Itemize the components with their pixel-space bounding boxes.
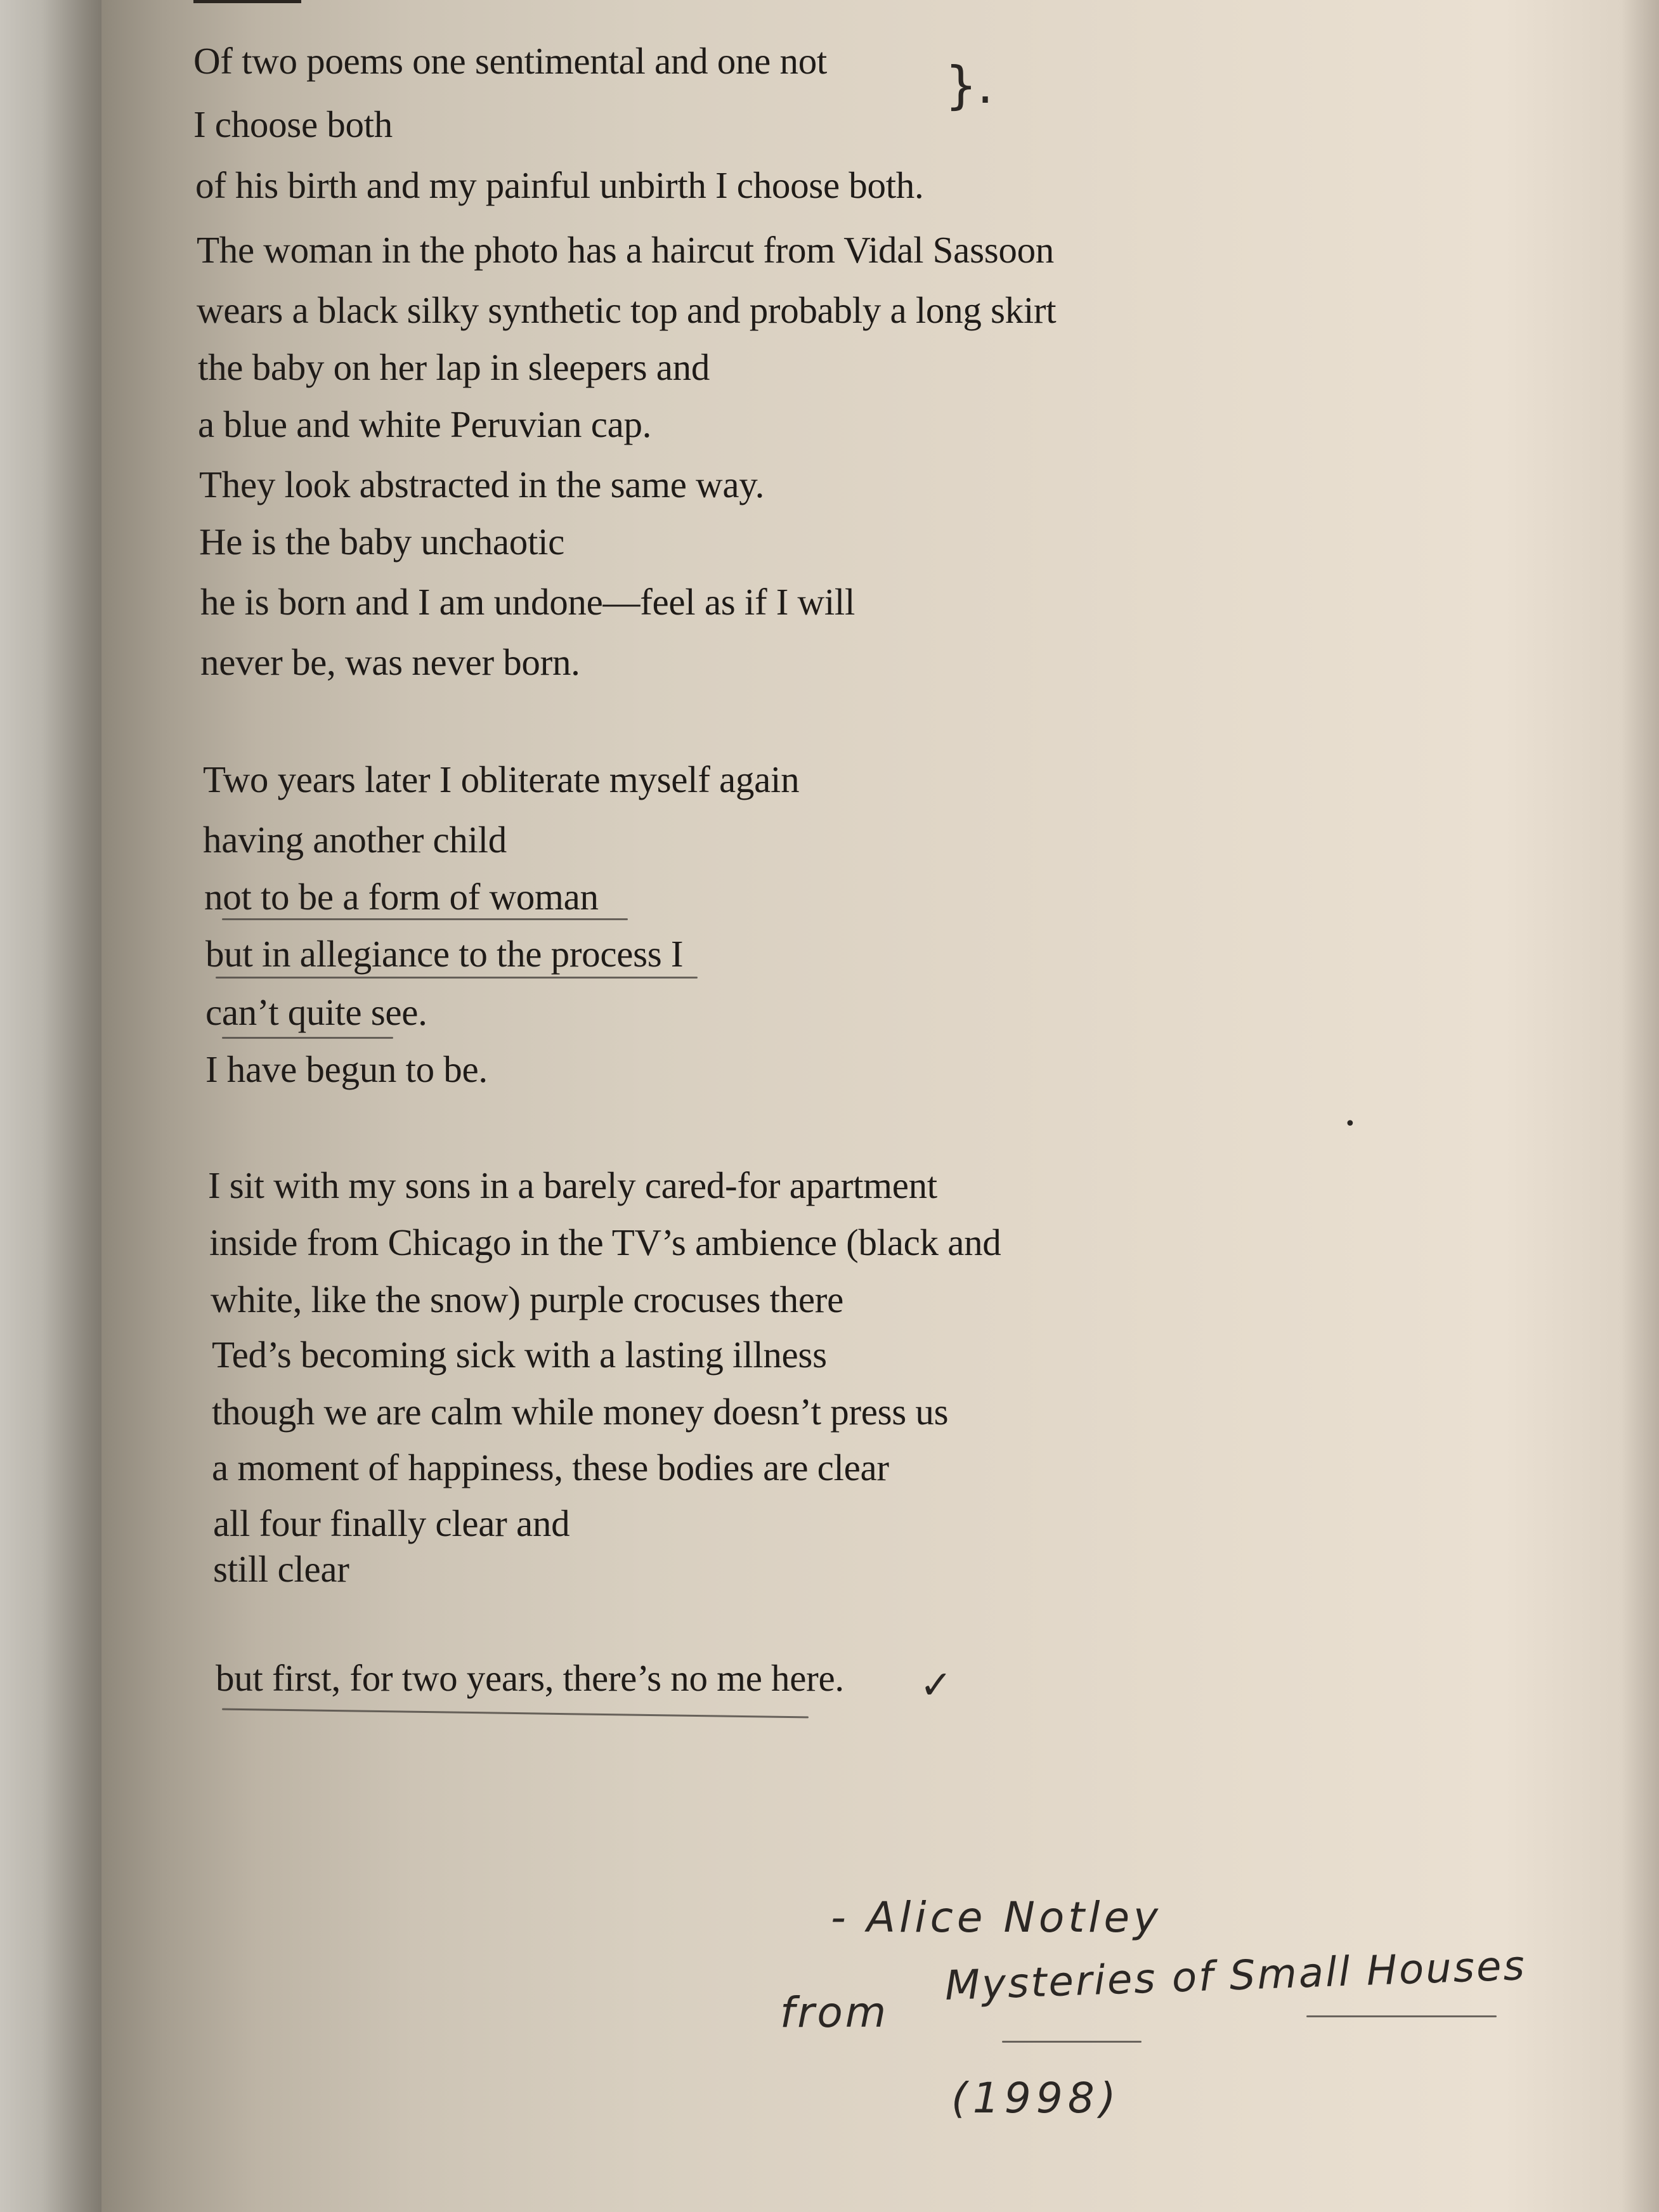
poem-line: I have begun to be. (205, 1048, 488, 1090)
page-edge-shadow (1621, 0, 1659, 2212)
poem-line: I sit with my sons in a barely cared-for apartment (208, 1164, 937, 1206)
top-rule (193, 0, 301, 3)
bracket-mark: }. (945, 56, 994, 115)
poem-line: never be, was never born. (200, 641, 580, 683)
poem-line: inside from Chicago in the TV’s ambience (black and (209, 1221, 1001, 1263)
poem-line: all four finally clear and (213, 1502, 570, 1544)
poem-line: white, like the snow) purple crocuses there (211, 1278, 843, 1320)
pencil-underline (216, 977, 698, 979)
poem-line: He is the baby unchaotic (199, 521, 565, 563)
poem-line: though we are calm while money doesn’t press us (212, 1391, 949, 1433)
poem-line: he is born and I am undone—feel as if I will (200, 581, 856, 623)
attribution-prefix: from (780, 1988, 889, 2037)
poem-line: not to be a form of woman (204, 876, 599, 918)
pencil-dot: • (1344, 1113, 1356, 1135)
pencil-underline (222, 1037, 393, 1039)
poem-line: Of two poems one sentimental and one not (193, 40, 827, 82)
poem-line: the baby on her lap in sleepers and (198, 346, 710, 388)
poem-line: but in allegiance to the process I (205, 933, 684, 975)
pencil-underline (222, 918, 628, 920)
pencil-underline (1306, 2015, 1497, 2017)
poem-line: of his birth and my painful unbirth I choose both. (195, 164, 924, 206)
check-mark: ✓ (920, 1662, 953, 1708)
poem-line: having another child (203, 819, 507, 861)
attribution-title: Mysteries of Small Houses (944, 1942, 1527, 2010)
poem-line: wears a black silky synthetic top and probably a long skirt (197, 289, 1057, 331)
attribution-author: - Alice Notley (831, 1893, 1162, 1942)
poem-line: Ted’s becoming sick with a lasting illness (212, 1334, 827, 1376)
poem-line: can’t quite see. (205, 991, 427, 1033)
poem-line: Two years later I obliterate myself again (203, 758, 800, 800)
poem-line: but first, for two years, there’s no me here. (216, 1657, 844, 1699)
poem-line: I choose both (193, 103, 393, 145)
poem-line: They look abstracted in the same way. (199, 464, 765, 505)
poem-line: a blue and white Peruvian cap. (198, 403, 652, 445)
poem-line: The woman in the photo has a haircut from Vidal Sassoon (197, 229, 1054, 271)
attribution-year: (1998) (951, 2074, 1121, 2123)
pencil-underline (1002, 2041, 1142, 2043)
poem-line: a moment of happiness, these bodies are clear (212, 1447, 889, 1488)
poem-line: still clear (213, 1548, 349, 1590)
